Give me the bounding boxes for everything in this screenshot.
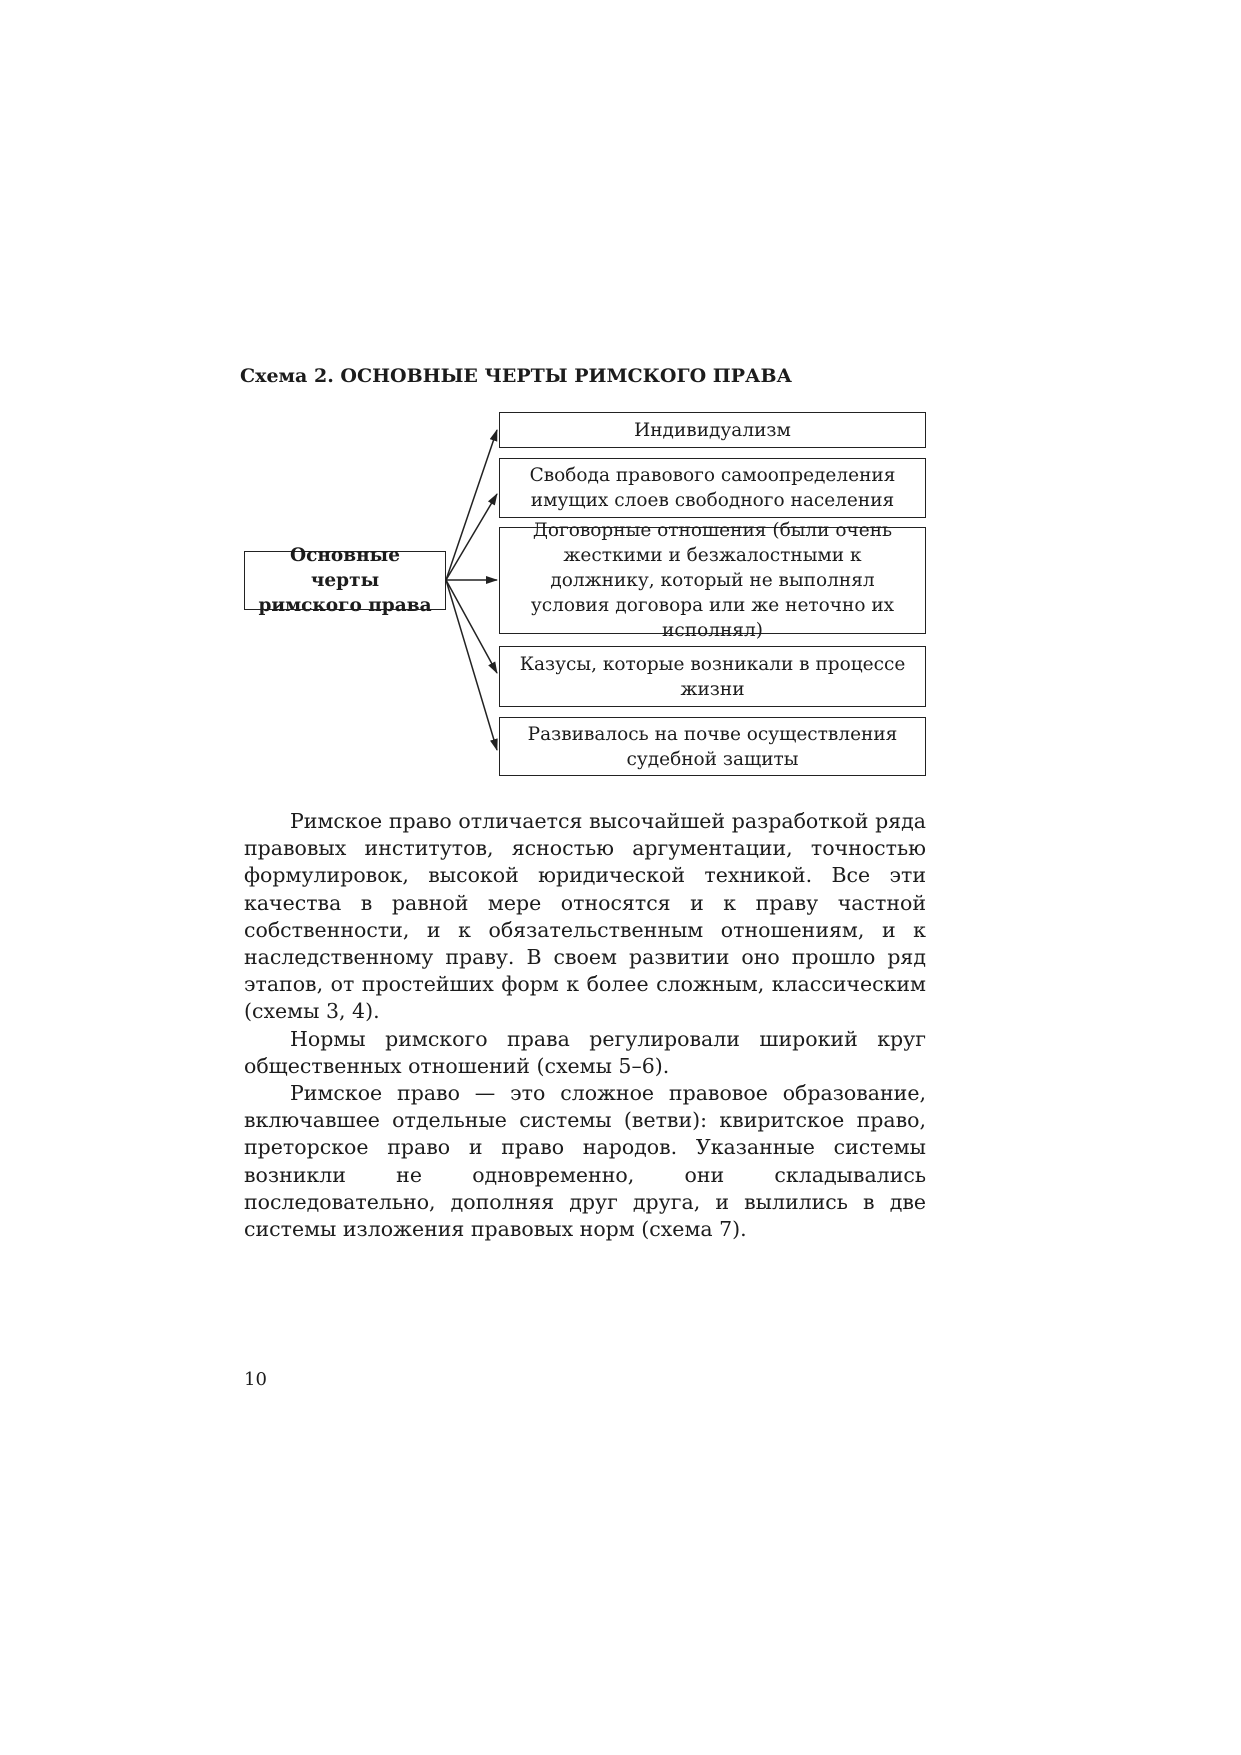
feature-box-contractual-relations (499, 520, 926, 641)
body-text (244, 808, 926, 1243)
arrow-to-feature-5 (446, 580, 497, 750)
paragraph: Римское право — это сложное правовое образование, включавшее отдельные системы (ветви): квиритское право, преторское право и право народов. Указанные системы возникли не одновременно, они складывались последовательно, дополняя друг друга, и вылились в две системы изложения правовых норм (схема 7). (244, 1081, 926, 1242)
feature-box-cases (499, 646, 926, 707)
feature-label: Договорные отношения (были очень жесткими и безжалостными к должнику, который не выполнял условия договора или же неточно их исполнял) (530, 520, 895, 641)
paragraph: Римское право отличается высочайшей разработкой ряда правовых институтов, ясностью аргументации, точностью формулировок, высокой юридической техникой. Все эти качества в равной мере относятся и к праву частной собственности, и к обязательственным отношениям, и к наследственному праву. В своем развитии оно прошло ряд этапов, от простейших форм к более сложным, классическим (схемы 3, 4). (244, 809, 926, 1024)
feature-box-judicial-protection (499, 717, 926, 776)
diagram-title: Схема 2. ОСНОВНЫЕ ЧЕРТЫ РИМСКОГО ПРАВА (240, 365, 792, 387)
feature-box-freedom-of-self-determination (499, 458, 926, 518)
diagram-center-node (244, 545, 446, 616)
center-node-label: Основные черты римского права (258, 545, 432, 616)
feature-label: Казусы, которые возникали в процессе жизни (519, 653, 906, 700)
paragraph: Нормы римского права регулировали широкий круг общественных отношений (схемы 5–6). (244, 1026, 926, 1078)
feature-label: Индивидуализм (634, 419, 791, 441)
arrow-to-feature-1 (446, 430, 497, 580)
arrow-to-feature-4 (446, 580, 497, 673)
feature-box-individualism (499, 412, 926, 448)
feature-label: Свобода правового самоопределения имущих слоев свободного населения (529, 465, 896, 511)
feature-label: Развивалось на почве осуществления судебной защиты (527, 723, 898, 770)
page-number: 10 (244, 1369, 267, 1390)
